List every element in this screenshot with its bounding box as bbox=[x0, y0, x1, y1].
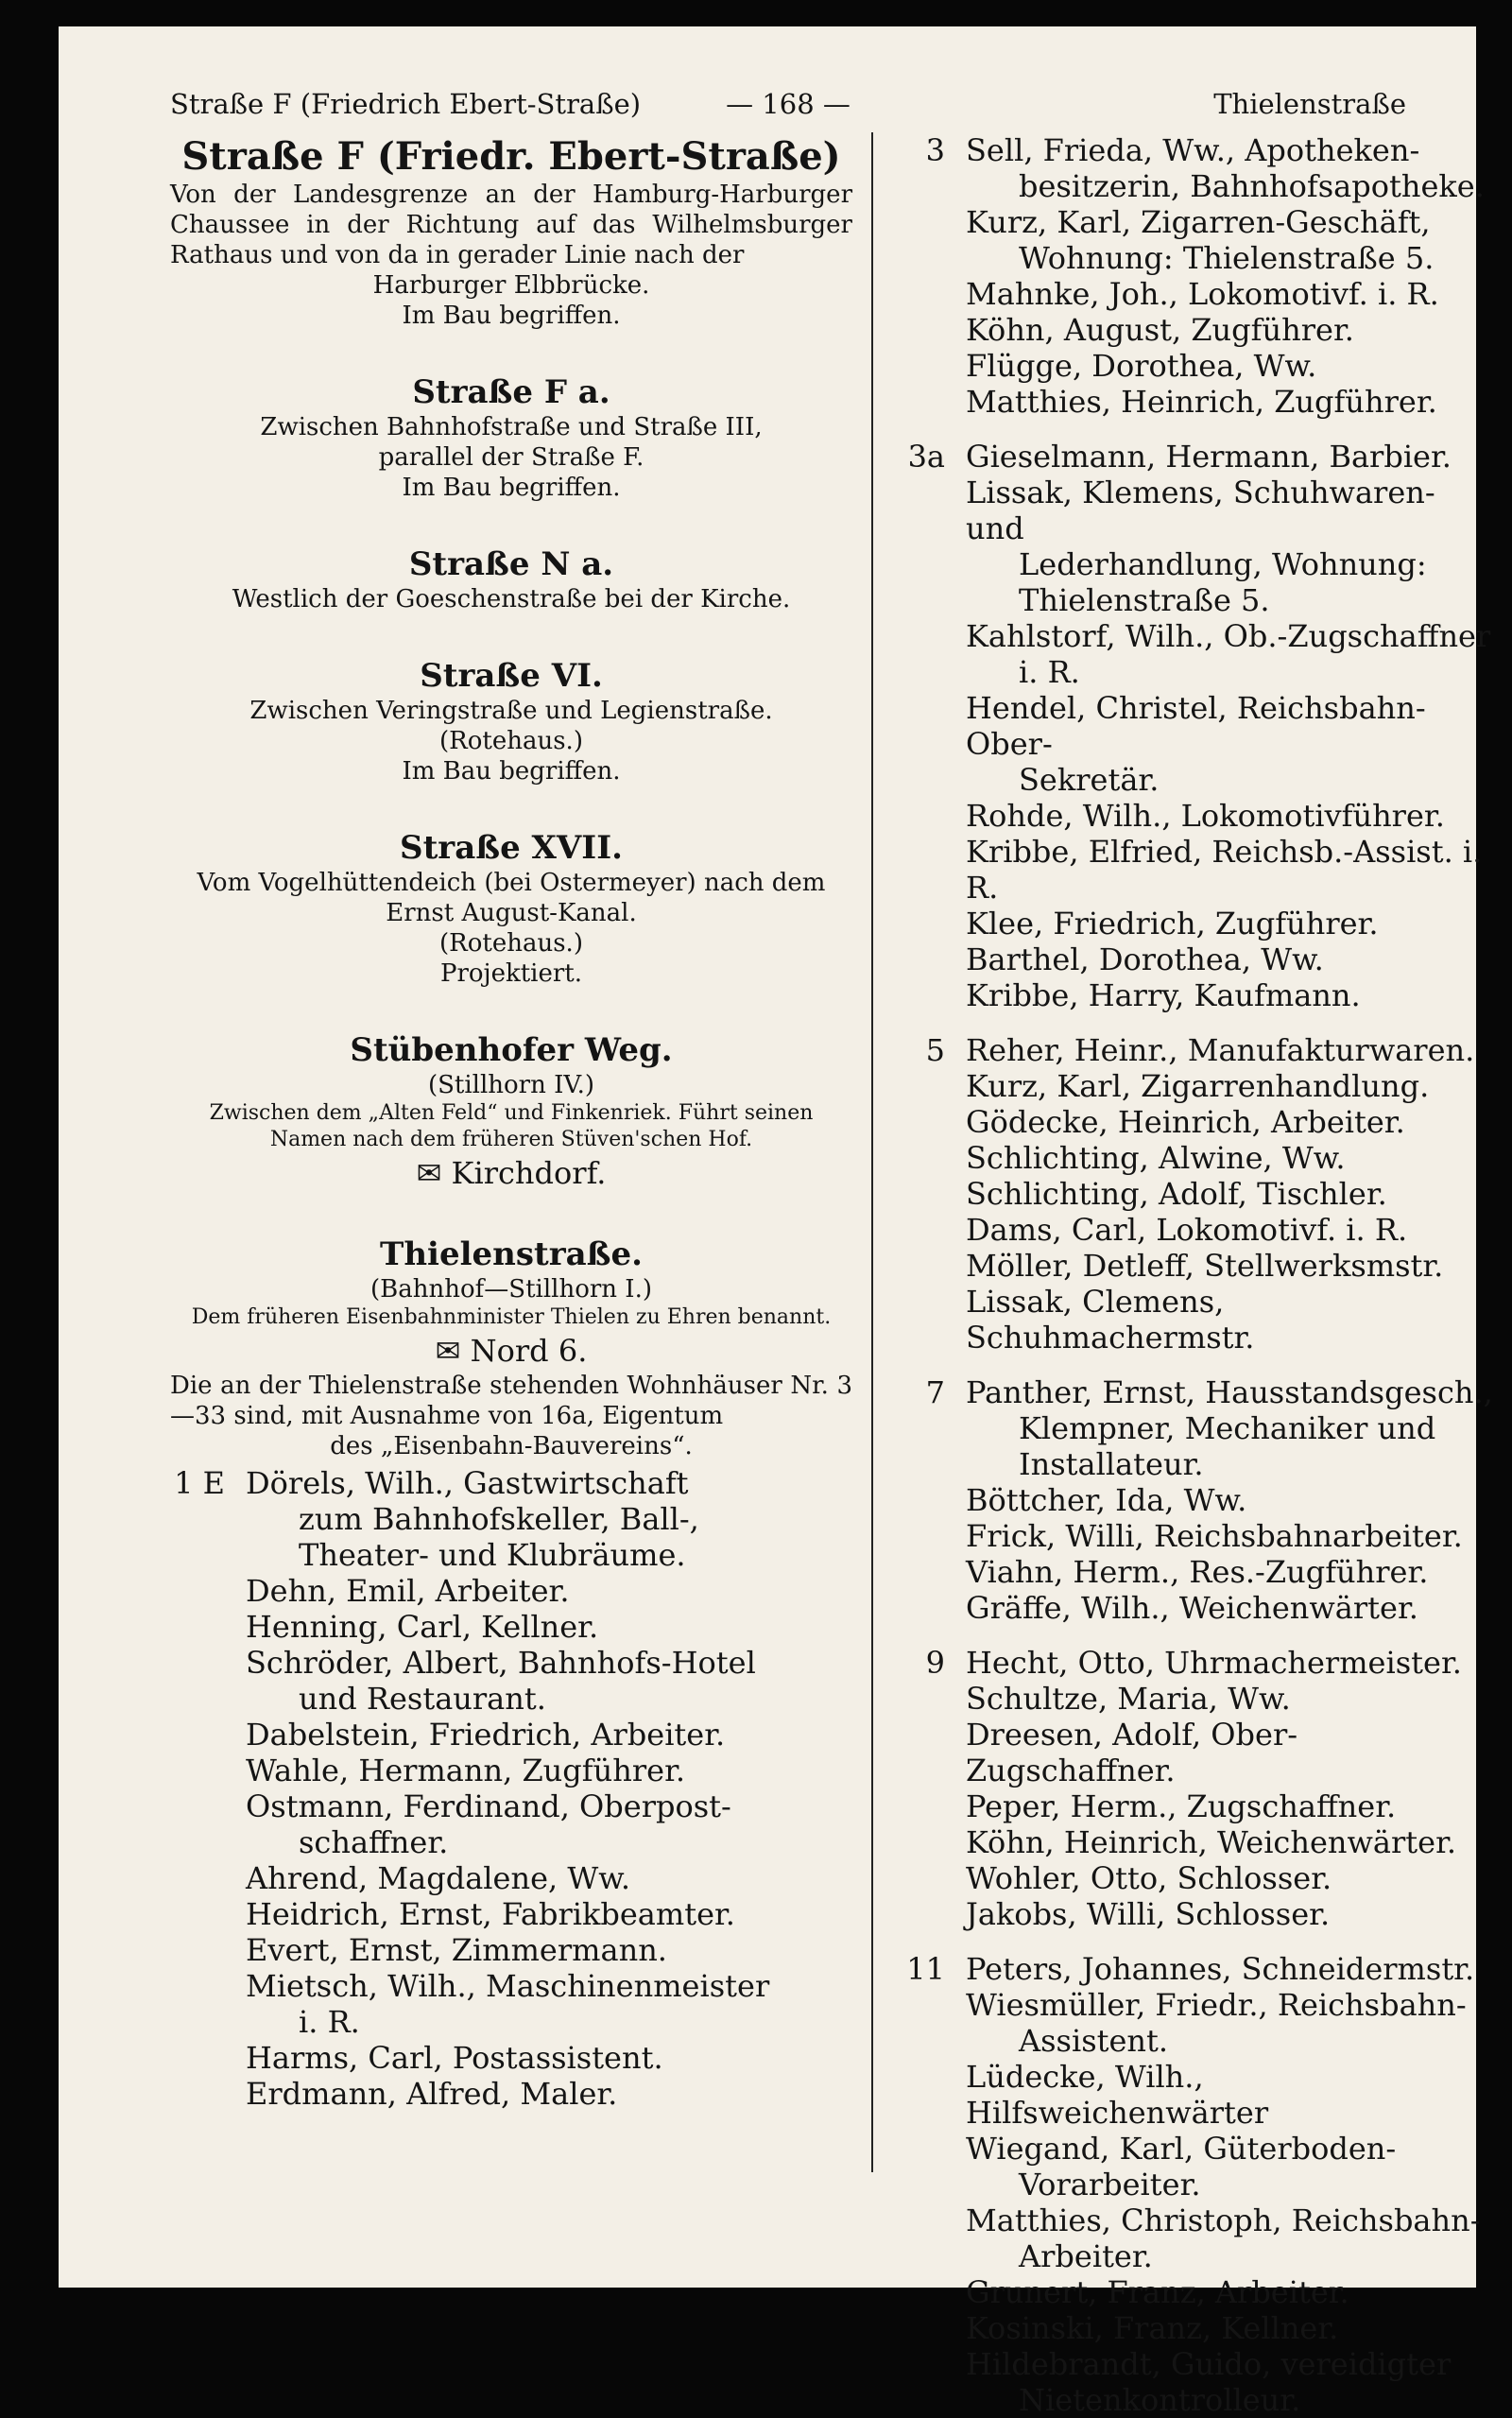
house-group bbox=[890, 439, 1497, 1013]
resident-entry bbox=[890, 1284, 1497, 1356]
resident-text: Erdmann, Alfred, Maler. bbox=[246, 2076, 618, 2112]
section-stuebenhofer-weg bbox=[170, 1030, 852, 1193]
section-title: Straße F (Friedr. Ebert-Straße) bbox=[181, 134, 841, 179]
section-strasse-vi bbox=[170, 656, 852, 786]
resident-entry bbox=[890, 204, 1497, 276]
resident-text: Böttcher, Ida, Ww. bbox=[966, 1482, 1247, 1518]
resident-entry bbox=[170, 1968, 852, 2040]
resident-entry bbox=[890, 2346, 1497, 2418]
resident-text: Dabelstein, Friedrich, Arbeiter. bbox=[246, 1717, 726, 1753]
resident-text: Henning, Carl, Kellner. bbox=[246, 1609, 599, 1645]
resident-entry bbox=[890, 1140, 1497, 1176]
resident-entry bbox=[170, 1932, 852, 1968]
resident-text: Lüdecke, Wilh., Hilfsweichenwärter bbox=[966, 2059, 1269, 2131]
resident-text: Harms, Carl, Postassistent. bbox=[246, 2040, 663, 2076]
section-strasse-xvii bbox=[170, 828, 852, 989]
resident-text: Kahlstorf, Wilh., Ob.-Zugschaffner bbox=[966, 618, 1491, 654]
resident-text-continued: Nietenkontrolleur. bbox=[1019, 2382, 1301, 2418]
resident-text-continued: i. R. bbox=[299, 2004, 360, 2040]
resident-entry bbox=[890, 475, 1497, 618]
left-column bbox=[170, 132, 852, 2112]
resident-entry bbox=[890, 1554, 1497, 1590]
column-divider bbox=[871, 132, 873, 2172]
resident-text-continued: Vorarbeiter. bbox=[1019, 2167, 1201, 2202]
resident-text: Hecht, Otto, Uhrmachermeister. bbox=[966, 1645, 1462, 1681]
section-line: Vom Vogelhüttendeich (bei Ostermeyer) nach dem bbox=[197, 869, 826, 897]
resident-entry bbox=[890, 1374, 1497, 1482]
section-subtitle: (Stillhorn IV.) bbox=[427, 1071, 595, 1099]
resident-text: Gräffe, Wilh., Weichenwärter. bbox=[966, 1590, 1418, 1626]
resident-text: Schultze, Maria, Ww. bbox=[966, 1681, 1291, 1717]
section-subtitle: (Bahnhof—Stillhorn I.) bbox=[370, 1275, 652, 1304]
resident-text: Kribbe, Harry, Kaufmann. bbox=[966, 977, 1361, 1013]
section-description-end: des „Eisenbahn-Bauvereins“. bbox=[330, 1432, 693, 1460]
resident-list bbox=[170, 1465, 852, 2112]
resident-text: Matthies, Christoph, Reichsbahn- bbox=[966, 2202, 1481, 2238]
resident-entry bbox=[890, 1824, 1497, 1860]
resident-text-continued: und Restaurant. bbox=[299, 1681, 546, 1717]
section-note: Namen nach dem früheren Stüven'schen Hof. bbox=[269, 1128, 753, 1151]
resident-text-continued: Lederhandlung, Wohnung: bbox=[1019, 546, 1427, 582]
resident-text: Peper, Herm., Zugschaffner. bbox=[966, 1788, 1397, 1824]
resident-text: Viahn, Herm., Res.-Zugführer. bbox=[966, 1554, 1429, 1590]
resident-text-continued: schaffner. bbox=[299, 1824, 449, 1860]
section-strasse-f bbox=[170, 134, 852, 331]
resident-entry bbox=[890, 1104, 1497, 1140]
resident-text-continued: Thielenstraße 5. bbox=[1019, 582, 1270, 618]
resident-text: Hildebrandt, Guido, vereidigter bbox=[966, 2346, 1452, 2382]
resident-text-continued: Wohnung: Thielenstraße 5. bbox=[1019, 240, 1435, 276]
section-strasse-fa bbox=[170, 372, 852, 503]
section-title: Straße N a. bbox=[408, 545, 614, 583]
house-group bbox=[890, 1374, 1497, 1626]
section-status: Im Bau begriffen. bbox=[402, 302, 621, 330]
resident-text-continued: Arbeiter. bbox=[1019, 2238, 1153, 2274]
resident-entry bbox=[890, 977, 1497, 1013]
resident-text: Flügge, Dorothea, Ww. bbox=[966, 348, 1317, 384]
resident-text: Frick, Willi, Reichsbahnarbeiter. bbox=[966, 1518, 1463, 1554]
resident-text: Gieselmann, Hermann, Barbier. bbox=[966, 439, 1452, 475]
resident-text-continued: besitzerin, Bahnhofsapotheke. bbox=[1019, 168, 1485, 204]
resident-text: Mietsch, Wilh., Maschinenmeister bbox=[246, 1968, 770, 2004]
resident-entry bbox=[890, 2310, 1497, 2346]
resident-text: Heidrich, Ernst, Fabrikbeamter. bbox=[246, 1896, 735, 1932]
resident-entry bbox=[890, 1176, 1497, 1212]
resident-text: Kurz, Karl, Zigarrenhandlung. bbox=[966, 1068, 1430, 1104]
resident-entry bbox=[890, 1032, 1497, 1068]
resident-text: Sell, Frieda, Ww., Apotheken- bbox=[966, 132, 1420, 168]
resident-text: Dehn, Emil, Arbeiter. bbox=[246, 1573, 570, 1609]
resident-text: Dams, Carl, Lokomotivf. i. R. bbox=[966, 1212, 1408, 1248]
resident-entry bbox=[170, 1717, 852, 1753]
section-strasse-na bbox=[170, 544, 852, 614]
resident-text: Kurz, Karl, Zigarren-Geschäft, bbox=[966, 204, 1431, 240]
section-title: Thielenstraße. bbox=[380, 1235, 643, 1273]
section-description: Die an der Thielenstraße stehenden Wohnhäuser Nr. 3—33 sind, mit Ausnahme von 16a, Eigentum bbox=[170, 1372, 852, 1430]
section-line: Im Bau begriffen. bbox=[402, 474, 621, 502]
resident-entry bbox=[170, 1753, 852, 1788]
section-line: parallel der Straße F. bbox=[378, 443, 644, 472]
resident-text: Lissak, Klemens, Schuhwaren- und bbox=[966, 475, 1435, 546]
resident-entry bbox=[170, 2076, 852, 2112]
resident-entry bbox=[890, 690, 1497, 798]
section-thielenstrasse bbox=[170, 1235, 852, 1461]
resident-text-continued: Assistent. bbox=[1019, 2023, 1169, 2059]
resident-text: Rohde, Wilh., Lokomotivführer. bbox=[966, 798, 1445, 834]
post-office-line: ✉ Nord 6. bbox=[435, 1333, 588, 1369]
resident-text: Klee, Friedrich, Zugführer. bbox=[966, 906, 1379, 941]
resident-entry bbox=[890, 132, 1497, 204]
section-line: Zwischen Veringstraße und Legienstraße. bbox=[249, 697, 773, 725]
resident-text: Wohler, Otto, Schlosser. bbox=[966, 1860, 1332, 1896]
resident-text: Reher, Heinr., Manufakturwaren. bbox=[966, 1032, 1475, 1068]
resident-text: Gödecke, Heinrich, Arbeiter. bbox=[966, 1104, 1405, 1140]
resident-entry bbox=[890, 1518, 1497, 1554]
resident-text: Schröder, Albert, Bahnhofs-Hotel bbox=[246, 1645, 756, 1681]
resident-entry bbox=[170, 1573, 852, 1609]
house-group bbox=[890, 132, 1497, 420]
resident-entry bbox=[890, 1896, 1497, 1932]
resident-text-continued: Sekretär. bbox=[1019, 762, 1160, 798]
resident-text: Grunert, Franz, Arbeiter. bbox=[966, 2274, 1349, 2310]
resident-text: Wiegand, Karl, Güterboden- bbox=[966, 2131, 1397, 2167]
house-group bbox=[890, 1951, 1497, 2418]
resident-entry bbox=[890, 834, 1497, 906]
resident-entry bbox=[890, 1068, 1497, 1104]
header-right-title: Thielenstraße bbox=[1213, 88, 1406, 120]
resident-text: Ahrend, Magdalene, Ww. bbox=[246, 1860, 630, 1896]
resident-text: Evert, Ernst, Zimmermann. bbox=[246, 1932, 667, 1968]
resident-text: Möller, Detleff, Stellwerksmstr. bbox=[966, 1248, 1444, 1284]
resident-entry bbox=[890, 1717, 1497, 1788]
resident-text: Dreesen, Adolf, Ober-Zugschaffner. bbox=[966, 1717, 1298, 1788]
section-note: Zwischen dem „Alten Feld“ und Finkenriek. Führt seinen bbox=[209, 1101, 814, 1125]
section-line: Zwischen Bahnhofstraße und Straße III, bbox=[260, 413, 763, 441]
resident-entry bbox=[890, 798, 1497, 834]
section-title: Straße VI. bbox=[420, 657, 603, 695]
resident-text: Köhn, August, Zugführer. bbox=[966, 312, 1354, 348]
resident-entry bbox=[890, 276, 1497, 312]
resident-entry bbox=[890, 1248, 1497, 1284]
resident-entry bbox=[890, 906, 1497, 941]
section-line: (Rotehaus.) bbox=[439, 929, 583, 958]
resident-entry bbox=[170, 1645, 852, 1717]
resident-entry bbox=[890, 618, 1497, 690]
resident-entry bbox=[890, 312, 1497, 348]
resident-entry bbox=[890, 1212, 1497, 1248]
resident-entry bbox=[890, 1645, 1497, 1681]
resident-entry bbox=[890, 941, 1497, 977]
section-note: Dem früheren Eisenbahnminister Thielen zu Ehren benannt. bbox=[191, 1305, 832, 1329]
house-number: 9 bbox=[925, 1645, 945, 1681]
house-number: 3a bbox=[907, 439, 945, 475]
resident-entry bbox=[890, 384, 1497, 420]
resident-entry bbox=[890, 1951, 1497, 1987]
house-group bbox=[890, 1645, 1497, 1932]
house-number: 7 bbox=[925, 1374, 945, 1410]
resident-entry bbox=[890, 1987, 1497, 2059]
right-column bbox=[890, 132, 1497, 2418]
running-header bbox=[170, 85, 1406, 123]
resident-entry bbox=[170, 1465, 852, 1573]
resident-text: Ostmann, Ferdinand, Oberpost- bbox=[246, 1788, 731, 1824]
resident-entry bbox=[170, 2040, 852, 2076]
resident-text: Kosinski, Franz, Kellner. bbox=[966, 2310, 1339, 2346]
house-number: 3 bbox=[925, 132, 945, 168]
resident-text: Hendel, Christel, Reichsbahn-Ober- bbox=[966, 690, 1426, 762]
resident-entry bbox=[890, 1482, 1497, 1518]
resident-entry bbox=[890, 1788, 1497, 1824]
resident-entry bbox=[170, 1860, 852, 1896]
resident-text: Schlichting, Alwine, Ww. bbox=[966, 1140, 1346, 1176]
resident-text: Schlichting, Adolf, Tischler. bbox=[966, 1176, 1387, 1212]
resident-entry bbox=[890, 2131, 1497, 2202]
section-line: Im Bau begriffen. bbox=[402, 757, 621, 786]
resident-text-continued: Theater- und Klubräume. bbox=[299, 1537, 686, 1573]
resident-text-continued: i. R. bbox=[1019, 654, 1080, 690]
house-number: 5 bbox=[925, 1032, 945, 1068]
resident-text: Matthies, Heinrich, Zugführer. bbox=[966, 384, 1437, 420]
header-left-title: Straße F (Friedrich Ebert-Straße) bbox=[170, 88, 642, 120]
house-group bbox=[890, 1032, 1497, 1356]
section-description: Von der Landesgrenze an der Hamburg-Harburger Chaussee in der Richtung auf das Wilhelmsburger Rathaus und von da in gerader Linie nach der bbox=[170, 181, 852, 269]
section-line: Westlich der Goeschenstraße bei der Kirche. bbox=[232, 585, 791, 613]
resident-entry bbox=[890, 1681, 1497, 1717]
house-number: 11 bbox=[906, 1951, 945, 1987]
resident-text: Wahle, Hermann, Zugführer. bbox=[246, 1753, 686, 1788]
resident-entry bbox=[170, 1788, 852, 1860]
resident-text: Mahnke, Joh., Lokomotivf. i. R. bbox=[966, 276, 1439, 312]
resident-text: Kribbe, Elfried, Reichsb.-Assist. i. R. bbox=[966, 834, 1483, 906]
resident-text: Wiesmüller, Friedr., Reichsbahn- bbox=[966, 1987, 1467, 2023]
resident-entry bbox=[890, 2059, 1497, 2131]
resident-text: Dörels, Wilh., Gastwirtschaft bbox=[246, 1465, 689, 1501]
section-title: Stübenhofer Weg. bbox=[350, 1031, 673, 1069]
resident-text: Lissak, Clemens, Schuhmachermstr. bbox=[966, 1284, 1255, 1356]
page-number: — 168 — bbox=[726, 88, 850, 120]
directory-page bbox=[59, 26, 1493, 2418]
resident-text-continued: Klempner, Mechaniker und bbox=[1019, 1410, 1436, 1446]
resident-text-continued: Installateur. bbox=[1019, 1446, 1204, 1482]
resident-entry bbox=[890, 1860, 1497, 1896]
resident-entry bbox=[170, 1609, 852, 1645]
section-title: Straße F a. bbox=[412, 373, 610, 411]
resident-entry bbox=[890, 348, 1497, 384]
resident-entry bbox=[890, 439, 1497, 475]
resident-text: Barthel, Dorothea, Ww. bbox=[966, 941, 1324, 977]
section-description-end: Harburger Elbbrücke. bbox=[372, 271, 650, 300]
resident-text: Peters, Johannes, Schneidermstr. bbox=[966, 1951, 1475, 1987]
resident-entry bbox=[890, 2274, 1497, 2310]
resident-entry bbox=[890, 2202, 1497, 2274]
post-office-line: ✉ Kirchdorf. bbox=[416, 1155, 607, 1191]
section-line: Ernst August-Kanal. bbox=[386, 899, 637, 927]
resident-text-continued: zum Bahnhofskeller, Ball-, bbox=[299, 1501, 699, 1537]
resident-text: Jakobs, Willi, Schlosser. bbox=[966, 1896, 1331, 1932]
resident-text: Köhn, Heinrich, Weichenwärter. bbox=[966, 1824, 1457, 1860]
resident-text: Panther, Ernst, Hausstandsgesch., bbox=[966, 1374, 1493, 1410]
section-line: Projektiert. bbox=[439, 959, 583, 988]
section-title: Straße XVII. bbox=[400, 829, 623, 867]
house-number: 1 E bbox=[174, 1465, 225, 1501]
resident-entry bbox=[890, 1590, 1497, 1626]
resident-entry bbox=[170, 1896, 852, 1932]
section-line: (Rotehaus.) bbox=[439, 727, 583, 755]
